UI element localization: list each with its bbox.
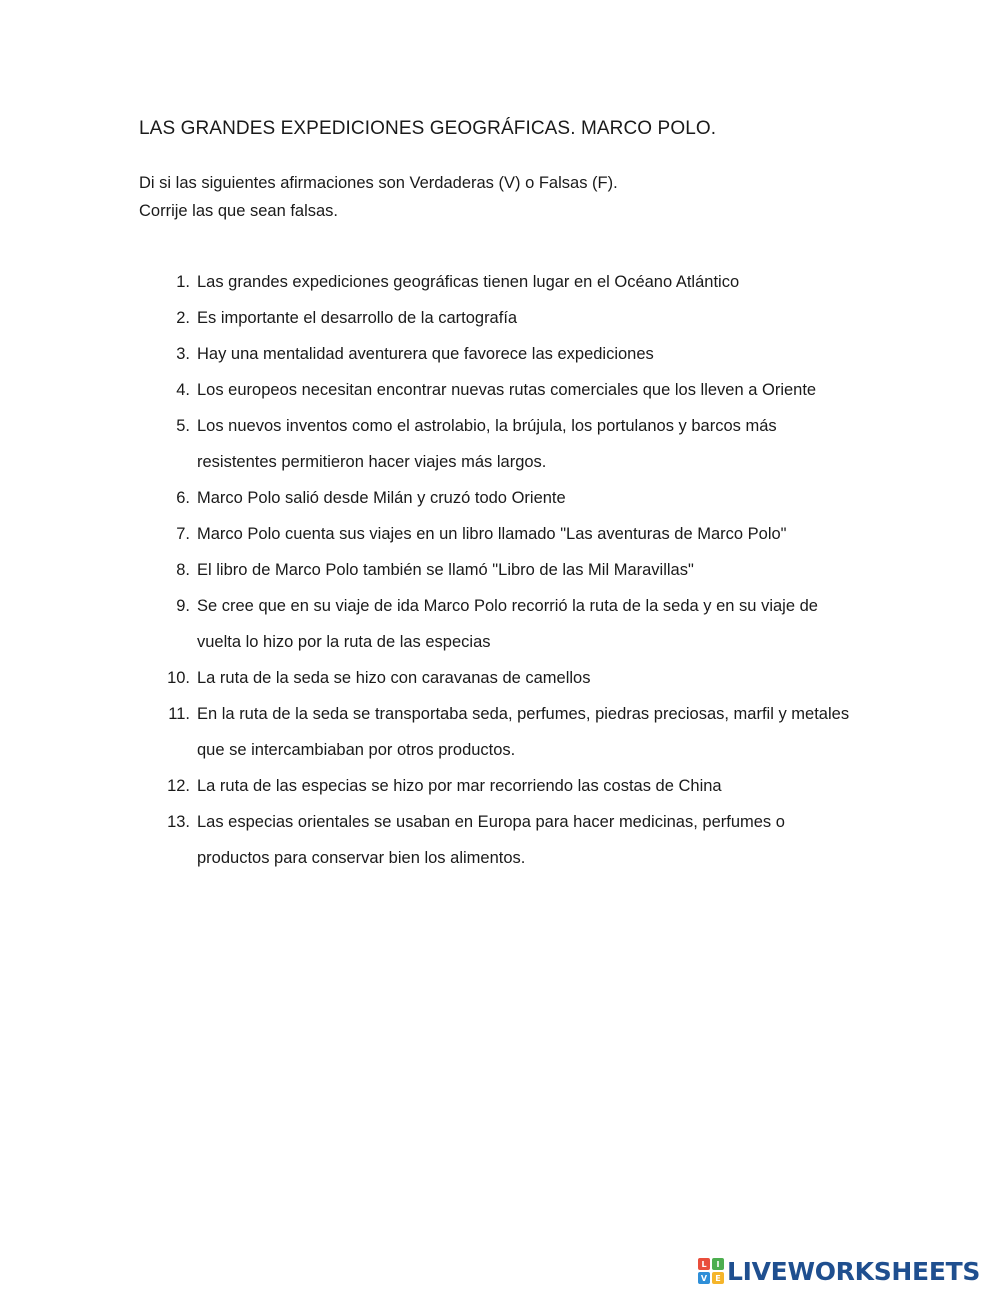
logo-mark-letter: V	[698, 1272, 710, 1284]
instruction-line: Corrije las que sean falsas.	[139, 202, 339, 220]
statement-item	[160, 804, 920, 876]
statement-item	[160, 480, 920, 516]
logo-mark-letter: I	[712, 1258, 724, 1270]
statement-number: 4.	[176, 381, 190, 399]
logo-mark-icon	[698, 1258, 724, 1284]
statement-text: Marco Polo cuenta sus viajes en un libro llamado "Las aventuras de Marco Polo"	[197, 525, 787, 543]
statement-text: Las especias orientales se usaban en Europa para hacer medicinas, perfumes o	[197, 813, 785, 831]
statement-text: Marco Polo salió desde Milán y cruzó todo Oriente	[197, 489, 566, 507]
statement-item	[160, 588, 920, 660]
statement-list	[160, 264, 920, 876]
statement-item	[160, 300, 920, 336]
statement-item	[160, 552, 920, 588]
statement-number: 12.	[167, 777, 190, 795]
statement-item	[160, 768, 920, 804]
statement-item	[160, 336, 920, 372]
logo-text: LIVEWORKSHEETS	[727, 1256, 981, 1286]
liveworksheets-logo	[698, 1256, 980, 1286]
logo-mark-letter: E	[712, 1272, 724, 1284]
statement-item	[160, 408, 920, 480]
statement-text: La ruta de la seda se hizo con caravanas de camellos	[197, 669, 591, 687]
statement-item	[160, 696, 920, 768]
statement-text: Se cree que en su viaje de ida Marco Polo recorrió la ruta de la seda y en su viaje de	[197, 597, 818, 615]
instructions	[139, 169, 618, 225]
statement-text: que se intercambiaban por otros productos.	[197, 741, 516, 759]
statement-number: 5.	[176, 417, 190, 435]
statement-text: El libro de Marco Polo también se llamó "Libro de las Mil Maravillas"	[197, 561, 694, 579]
statement-text: resistentes permitieron hacer viajes más largos.	[197, 453, 547, 471]
statement-text: Es importante el desarrollo de la cartografía	[197, 309, 518, 327]
statement-number: 9.	[176, 597, 190, 615]
statement-number: 13.	[167, 813, 190, 831]
logo-mark-letter: L	[698, 1258, 710, 1270]
statement-item	[160, 372, 920, 408]
statement-text: vuelta lo hizo por la ruta de las especias	[197, 633, 491, 651]
statement-number: 6.	[176, 489, 190, 507]
statement-item	[160, 516, 920, 552]
page-title: LAS GRANDES EXPEDICIONES GEOGRÁFICAS. MARCO POLO.	[139, 118, 717, 139]
statement-number: 10.	[167, 669, 190, 687]
instruction-line: Di si las siguientes afirmaciones son Verdaderas (V) o Falsas (F).	[139, 174, 618, 192]
statement-number: 11.	[168, 705, 190, 723]
statement-item	[160, 660, 920, 696]
statement-number: 1.	[176, 273, 190, 291]
statement-number: 3.	[176, 345, 190, 363]
statement-number: 2.	[176, 309, 190, 327]
statement-number: 7.	[176, 525, 190, 543]
statement-text: Los europeos necesitan encontrar nuevas rutas comerciales que los lleven a Oriente	[197, 381, 817, 399]
statement-text: productos para conservar bien los alimentos.	[197, 849, 526, 867]
statement-item	[160, 264, 920, 300]
statement-text: La ruta de las especias se hizo por mar recorriendo las costas de China	[197, 777, 722, 795]
statement-number: 8.	[176, 561, 190, 579]
statement-text: Las grandes expediciones geográficas tienen lugar en el Océano Atlántico	[197, 273, 740, 291]
statement-text: Hay una mentalidad aventurera que favorece las expediciones	[197, 345, 654, 363]
statement-text: En la ruta de la seda se transportaba seda, perfumes, piedras preciosas, marfil y metales	[197, 705, 850, 723]
statement-text: Los nuevos inventos como el astrolabio, la brújula, los portulanos y barcos más	[197, 417, 777, 435]
